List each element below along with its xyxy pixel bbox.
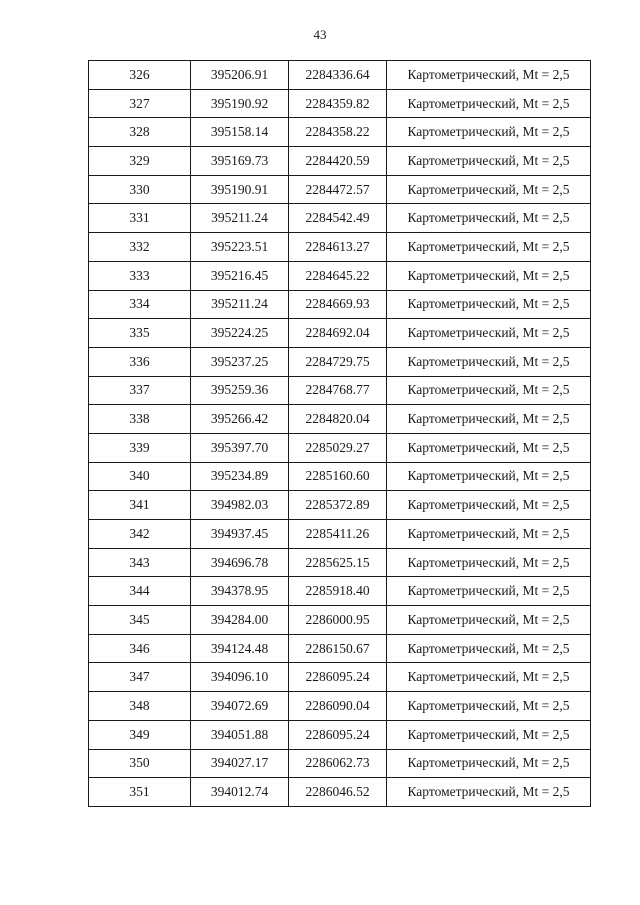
method-cell: Картометрический, Mt = 2,5 bbox=[387, 175, 591, 204]
table-row bbox=[89, 319, 591, 348]
x-coordinate-cell: 395190.92 bbox=[191, 89, 289, 118]
x-coordinate-cell: 394937.45 bbox=[191, 520, 289, 549]
point-number-cell: 336 bbox=[89, 347, 191, 376]
table-row bbox=[89, 663, 591, 692]
table-row bbox=[89, 204, 591, 233]
y-coordinate-cell: 2284768.77 bbox=[289, 376, 387, 405]
y-coordinate-cell: 2285372.89 bbox=[289, 491, 387, 520]
y-coordinate-cell: 2284420.59 bbox=[289, 147, 387, 176]
table-row bbox=[89, 233, 591, 262]
y-coordinate-cell: 2284359.82 bbox=[289, 89, 387, 118]
x-coordinate-cell: 394378.95 bbox=[191, 577, 289, 606]
y-coordinate-cell: 2284820.04 bbox=[289, 405, 387, 434]
method-cell: Картометрический, Mt = 2,5 bbox=[387, 290, 591, 319]
x-coordinate-cell: 395266.42 bbox=[191, 405, 289, 434]
table-row bbox=[89, 405, 591, 434]
x-coordinate-cell: 395169.73 bbox=[191, 147, 289, 176]
table-row bbox=[89, 520, 591, 549]
x-coordinate-cell: 394124.48 bbox=[191, 634, 289, 663]
x-coordinate-cell: 395237.25 bbox=[191, 347, 289, 376]
point-number-cell: 329 bbox=[89, 147, 191, 176]
table-row bbox=[89, 462, 591, 491]
table-row bbox=[89, 577, 591, 606]
method-cell: Картометрический, Mt = 2,5 bbox=[387, 606, 591, 635]
x-coordinate-cell: 394051.88 bbox=[191, 720, 289, 749]
coordinates-table bbox=[88, 60, 591, 807]
point-number-cell: 337 bbox=[89, 376, 191, 405]
x-coordinate-cell: 395224.25 bbox=[191, 319, 289, 348]
x-coordinate-cell: 394012.74 bbox=[191, 778, 289, 807]
y-coordinate-cell: 2286095.24 bbox=[289, 720, 387, 749]
method-cell: Картометрический, Mt = 2,5 bbox=[387, 491, 591, 520]
y-coordinate-cell: 2285160.60 bbox=[289, 462, 387, 491]
table-row bbox=[89, 118, 591, 147]
table-row bbox=[89, 61, 591, 90]
method-cell: Картометрический, Mt = 2,5 bbox=[387, 462, 591, 491]
x-coordinate-cell: 394284.00 bbox=[191, 606, 289, 635]
table-row bbox=[89, 347, 591, 376]
method-cell: Картометрический, Mt = 2,5 bbox=[387, 520, 591, 549]
table-row bbox=[89, 692, 591, 721]
y-coordinate-cell: 2284613.27 bbox=[289, 233, 387, 262]
coordinates-table-body bbox=[89, 61, 591, 807]
method-cell: Картометрический, Mt = 2,5 bbox=[387, 261, 591, 290]
x-coordinate-cell: 394696.78 bbox=[191, 548, 289, 577]
method-cell: Картометрический, Mt = 2,5 bbox=[387, 147, 591, 176]
method-cell: Картометрический, Mt = 2,5 bbox=[387, 347, 591, 376]
point-number-cell: 339 bbox=[89, 433, 191, 462]
x-coordinate-cell: 395259.36 bbox=[191, 376, 289, 405]
table-row bbox=[89, 89, 591, 118]
table-row bbox=[89, 778, 591, 807]
method-cell: Картометрический, Mt = 2,5 bbox=[387, 778, 591, 807]
x-coordinate-cell: 395211.24 bbox=[191, 204, 289, 233]
method-cell: Картометрический, Mt = 2,5 bbox=[387, 204, 591, 233]
method-cell: Картометрический, Mt = 2,5 bbox=[387, 405, 591, 434]
y-coordinate-cell: 2286062.73 bbox=[289, 749, 387, 778]
method-cell: Картометрический, Mt = 2,5 bbox=[387, 433, 591, 462]
point-number-cell: 345 bbox=[89, 606, 191, 635]
table-row bbox=[89, 749, 591, 778]
table-row bbox=[89, 376, 591, 405]
point-number-cell: 326 bbox=[89, 61, 191, 90]
y-coordinate-cell: 2284729.75 bbox=[289, 347, 387, 376]
x-coordinate-cell: 395190.91 bbox=[191, 175, 289, 204]
method-cell: Картометрический, Mt = 2,5 bbox=[387, 319, 591, 348]
point-number-cell: 348 bbox=[89, 692, 191, 721]
point-number-cell: 333 bbox=[89, 261, 191, 290]
point-number-cell: 344 bbox=[89, 577, 191, 606]
table-row bbox=[89, 634, 591, 663]
method-cell: Картометрический, Mt = 2,5 bbox=[387, 548, 591, 577]
x-coordinate-cell: 394072.69 bbox=[191, 692, 289, 721]
point-number-cell: 340 bbox=[89, 462, 191, 491]
point-number-cell: 341 bbox=[89, 491, 191, 520]
y-coordinate-cell: 2284336.64 bbox=[289, 61, 387, 90]
method-cell: Картометрический, Mt = 2,5 bbox=[387, 233, 591, 262]
point-number-cell: 328 bbox=[89, 118, 191, 147]
method-cell: Картометрический, Mt = 2,5 bbox=[387, 89, 591, 118]
table-row bbox=[89, 290, 591, 319]
x-coordinate-cell: 394982.03 bbox=[191, 491, 289, 520]
method-cell: Картометрический, Mt = 2,5 bbox=[387, 634, 591, 663]
point-number-cell: 334 bbox=[89, 290, 191, 319]
x-coordinate-cell: 395211.24 bbox=[191, 290, 289, 319]
point-number-cell: 338 bbox=[89, 405, 191, 434]
x-coordinate-cell: 395234.89 bbox=[191, 462, 289, 491]
y-coordinate-cell: 2286046.52 bbox=[289, 778, 387, 807]
method-cell: Картометрический, Mt = 2,5 bbox=[387, 118, 591, 147]
point-number-cell: 347 bbox=[89, 663, 191, 692]
method-cell: Картометрический, Mt = 2,5 bbox=[387, 692, 591, 721]
table-row bbox=[89, 175, 591, 204]
y-coordinate-cell: 2286095.24 bbox=[289, 663, 387, 692]
point-number-cell: 330 bbox=[89, 175, 191, 204]
method-cell: Картометрический, Mt = 2,5 bbox=[387, 749, 591, 778]
point-number-cell: 343 bbox=[89, 548, 191, 577]
y-coordinate-cell: 2284358.22 bbox=[289, 118, 387, 147]
point-number-cell: 350 bbox=[89, 749, 191, 778]
y-coordinate-cell: 2285625.15 bbox=[289, 548, 387, 577]
x-coordinate-cell: 395216.45 bbox=[191, 261, 289, 290]
method-cell: Картометрический, Mt = 2,5 bbox=[387, 61, 591, 90]
point-number-cell: 349 bbox=[89, 720, 191, 749]
x-coordinate-cell: 395397.70 bbox=[191, 433, 289, 462]
point-number-cell: 331 bbox=[89, 204, 191, 233]
table-row bbox=[89, 491, 591, 520]
x-coordinate-cell: 394027.17 bbox=[191, 749, 289, 778]
table-row bbox=[89, 720, 591, 749]
table-row bbox=[89, 606, 591, 635]
y-coordinate-cell: 2285411.26 bbox=[289, 520, 387, 549]
method-cell: Картометрический, Mt = 2,5 bbox=[387, 577, 591, 606]
x-coordinate-cell: 395158.14 bbox=[191, 118, 289, 147]
y-coordinate-cell: 2284669.93 bbox=[289, 290, 387, 319]
x-coordinate-cell: 394096.10 bbox=[191, 663, 289, 692]
x-coordinate-cell: 395223.51 bbox=[191, 233, 289, 262]
point-number-cell: 351 bbox=[89, 778, 191, 807]
table-row bbox=[89, 548, 591, 577]
point-number-cell: 327 bbox=[89, 89, 191, 118]
y-coordinate-cell: 2286000.95 bbox=[289, 606, 387, 635]
y-coordinate-cell: 2284692.04 bbox=[289, 319, 387, 348]
y-coordinate-cell: 2286150.67 bbox=[289, 634, 387, 663]
point-number-cell: 342 bbox=[89, 520, 191, 549]
y-coordinate-cell: 2284645.22 bbox=[289, 261, 387, 290]
point-number-cell: 335 bbox=[89, 319, 191, 348]
x-coordinate-cell: 395206.91 bbox=[191, 61, 289, 90]
table-row bbox=[89, 261, 591, 290]
y-coordinate-cell: 2285918.40 bbox=[289, 577, 387, 606]
y-coordinate-cell: 2284472.57 bbox=[289, 175, 387, 204]
method-cell: Картометрический, Mt = 2,5 bbox=[387, 720, 591, 749]
method-cell: Картометрический, Mt = 2,5 bbox=[387, 663, 591, 692]
page-number: 43 bbox=[313, 27, 327, 42]
y-coordinate-cell: 2285029.27 bbox=[289, 433, 387, 462]
y-coordinate-cell: 2284542.49 bbox=[289, 204, 387, 233]
y-coordinate-cell: 2286090.04 bbox=[289, 692, 387, 721]
table-row bbox=[89, 147, 591, 176]
table-row bbox=[89, 433, 591, 462]
point-number-cell: 346 bbox=[89, 634, 191, 663]
point-number-cell: 332 bbox=[89, 233, 191, 262]
method-cell: Картометрический, Mt = 2,5 bbox=[387, 376, 591, 405]
